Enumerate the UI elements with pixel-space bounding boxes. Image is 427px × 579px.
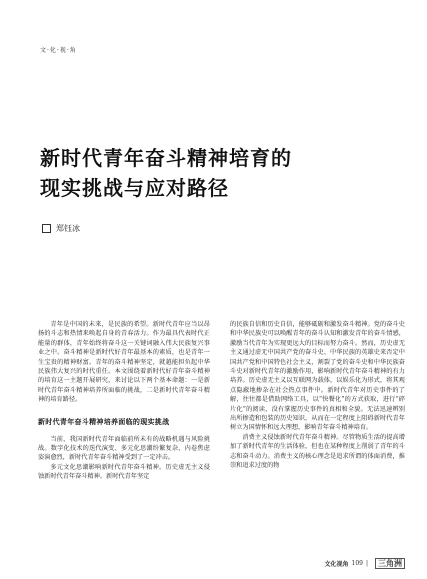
magazine-logo: 三角洲: [375, 558, 405, 569]
page-number: 109: [351, 560, 363, 567]
left-column: [38, 320, 210, 482]
author-line: [42, 223, 80, 234]
body-paragraph: 多元文化思潮影响新时代青年奋斗精神。历史虚无主义侵蚀新时代青年奋斗精神。新时代青年坚定: [38, 463, 210, 481]
right-column: [230, 320, 405, 471]
section-heading: 新时代青年奋斗精神培养面临的现实挑战: [38, 416, 170, 426]
title-line-1: 新时代青年奋斗精神培育的: [40, 146, 292, 170]
section-tag: 文·化·视·角: [40, 47, 77, 54]
body-paragraph: 当前，我国新时代青年面临前所未有的战略机遇与风险挑战。数字化技术的迭代演变、多元化思潮纷繁复杂，内卷焦虑姿演愈烈，新时代青年奋斗精神受到了一定冲击。: [38, 435, 210, 462]
article-title: [40, 143, 292, 203]
body-paragraph: 的民族自信和历史自信，能够砥砺和激发奋斗精神。党的奋斗史和中华民族史可以唤醒青年的奋斗认知和激发青年的奋斗情感，激励当代青年为实现更远大的目标而努力奋斗。然而，历史虚无主义通过虚无中国共产党的奋斗史、中华民族的英雄史来否定中国共产党和中国特色社会主义，割裂了党的奋斗史和中华民族奋斗史对新时代青年的激励作用，影响新时代青年奋斗精神的有力培养。历史虚无主义以互联网为载体，以娱乐化为形式，将其观点隐蔽地掺杂在社会热点事件中。新时代青年对历史事件的了解，往往都是借助网络工具，以“快餐化”的方式获取，进行“碎片化”的阅读，没有掌握历史事件的真相和全貌。无法迅速辨别出所掺造和包装的历史知识，从而在一定程度上阻碍新时代青年树立为国情怀和远大理想，影响青年奋斗精神培育。: [230, 321, 405, 432]
footer-divider: |: [365, 560, 368, 567]
title-line-2: 现实挑战与应对路径: [40, 176, 229, 200]
square-bullet-icon: [42, 224, 51, 233]
body-paragraph: 消费主义侵蚀新时代青年奋斗精神。尽管物质生活的提高增加了新时代青年的生活体验，但也在某种程度上削弱了青年的斗志和奋斗动力。消费主义的核心理念是追求所谓的体面消费，推崇和追求过度的物: [230, 433, 405, 470]
page-footer: [325, 558, 406, 569]
intro-paragraph: 青年是中国的未来，是民族的希望。新时代青年应当以昂扬的斗志和热情来唤起自身的青春活力。作为最具代表时代正能量的群体，青年始终将奋斗这一关键词融入伟大民族复兴事业之中。奋斗精神是新时代好青年最基本的素质，也是青年一生宝贵的精神财富。青年的奋斗精神坚定，就越能担负起中华民族伟大复兴的时代重任。本文围绕着新时代好青年奋斗精神的培育这一主题开展研究，来讨论以下两个基本命题：一是新时代青年奋斗精神培养所面临的挑战，二是新时代青年奋斗精神的培育路径。: [38, 321, 210, 404]
author-name: 郑钰冰: [56, 224, 80, 233]
magazine-name: 文化视角: [324, 561, 349, 568]
